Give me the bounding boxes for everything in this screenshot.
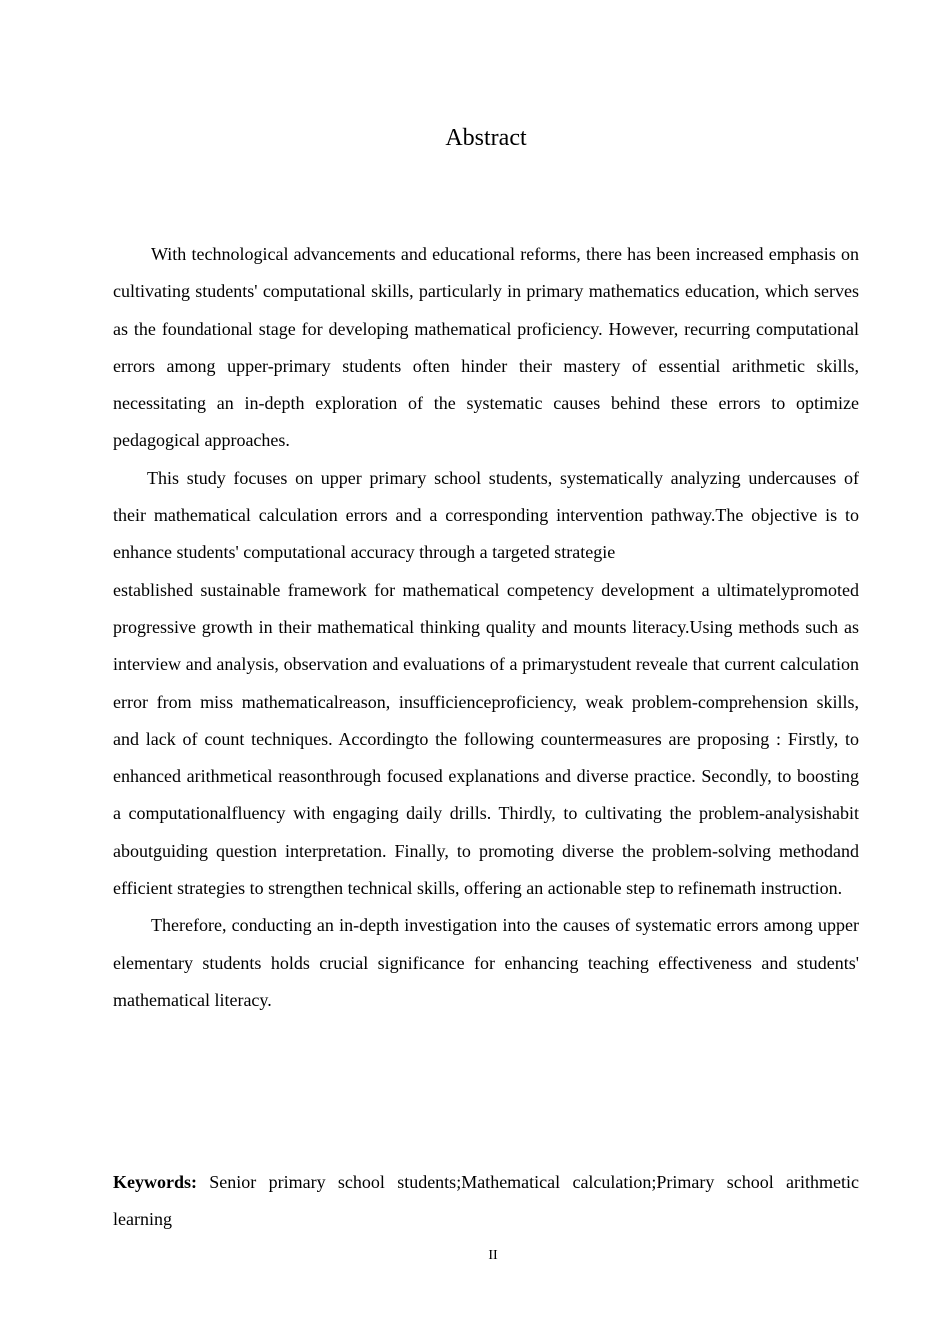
page-title: Abstract bbox=[445, 125, 527, 151]
abstract-paragraph-2-part-1: This study focuses on upper primary school students, systematically analyzing undercauses of their mathematical calculation errors and a corresponding intervention pathway.The objective is to enhance students' computational accuracy through a targeted strategie bbox=[113, 467, 859, 563]
abstract-paragraph-1: With technological advancements and educational reforms, there has been increased emphasis on cultivating students' computational skills, particularly in primary mathematics education, which serves as the foundational stage for developing mathematical proficiency. However, recurring computational errors among upper-primary students often hinder their mastery of essential arithmetic skills, necessitating an in-depth exploration of the systematic causes behind these errors to optimize pedagogical approaches. bbox=[113, 244, 859, 451]
abstract-paragraph-3: Therefore, conducting an in-depth investigation into the causes of systematic errors among upper elementary students holds crucial significance for enhancing teaching effectiveness and students' mathematical literacy. bbox=[113, 915, 859, 1010]
abstract-body bbox=[113, 236, 859, 1019]
abstract-paragraph-2-part-2: established sustainable framework for mathematical competency development a ultimatelypromoted progressive growth in their mathematical thinking quality and mounts literacy.Using methods such as interview and analysis, observation and evaluations of a primarystudent reveale that current calculation error from miss mathematicalreason, insufficienceproficiency, weak problem-comprehension skills, and lack of count techniques. Accordingto the following countermeasures are proposing : Firstly, to enhanced arithmetical reasonthrough focused explanations and diverse practice. Secondly, to boosting a computationalfluency with engaging daily drills. Thirdly, to cultivating the problem-analysishabit aboutguiding question interpretation. Finally, to promoting diverse the problem-solving methodand efficient strategies to strengthen technical skills, offering an actionable step to refinemath instruction. bbox=[113, 579, 859, 899]
keywords-section bbox=[113, 1164, 859, 1238]
keywords-text: Senior primary school students;Mathematical calculation;Primary school arithmetic learning bbox=[113, 1172, 859, 1229]
keywords-label: Keywords: bbox=[113, 1172, 210, 1192]
abstract-paragraph-2 bbox=[113, 460, 859, 908]
page-number: II bbox=[488, 1248, 498, 1263]
